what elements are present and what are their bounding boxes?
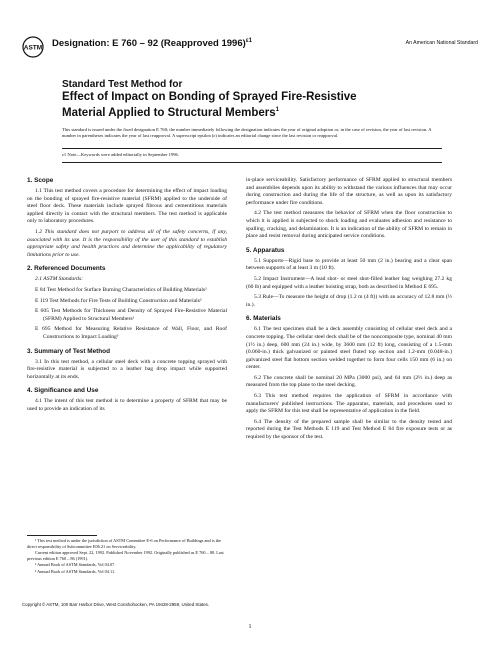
paragraph: 3.1 In this test method, a cellular steel deck with a concrete topping sprayed with fire-resistive material is subjected to a leather bag drop impact while supported horizontally at its ends.	[27, 358, 227, 380]
title-footnote-marker: 1	[275, 107, 279, 113]
left-column	[27, 177, 227, 416]
paragraph: 6.2 The concrete shall be nominal 20 MPa (3000 psi), and 64 mm (2½ in.) deep as measured from the top plane to the steel decking.	[246, 374, 452, 389]
designation-superscript: ε1	[245, 38, 252, 44]
paragraph: 1.1 This test method covers a procedure for determining the effect of impact loading on the bonding of sprayed fire-resistive material (SFRM) applied to the underside of steel floor deck. These materials include sprayed fibrous and cementitious materials applied directly in contact with the structural members. The test method is applicable only to laboratory procedures.	[27, 188, 227, 225]
national-standard-label: An American National Standard	[405, 40, 478, 46]
paragraph: 1.2 This standard does not purport to address all of the safety concerns, if any, associated with its use. It is the responsibility of the user of this standard to establish appropriate safety and health practices and determine the applicability of regulatory limitations prior to use.	[27, 228, 227, 258]
reference-item: E 605 Test Methods for Thickness and Density of Sprayed Fire-Resistive Material (SFRM) Applied to Structural Members²	[35, 308, 227, 322]
footnote: Current edition approved Sept. 22, 1992. Published November 1992. Originally published as E 760 – 80. Last previous edition E 760 – 86 (1991).	[27, 550, 224, 561]
logo-text: ASTM	[23, 44, 43, 52]
designation	[52, 38, 252, 49]
reference-item: E 695 Method for Measuring Relative Resistance of Wall, Floor, and Roof Constructions to Impact Loading³	[35, 326, 227, 340]
title-line-3	[62, 104, 442, 120]
paragraph: in-place serviceability. Satisfactory performance of SFRM applied to structural members and assemblies depends upon its ability to withstand the various influences that may occur during construction and during the life of the structure, as well as upon its satisfactory performance under fire conditions.	[246, 177, 452, 206]
paragraph: 5.2 Impact Instrument—A lead shot- or steel shot-filled leather bag weighing 27.2 kg (60 lb) and equipped with a leather hoisting strap, both as described in Method E 695.	[246, 275, 452, 290]
divider	[62, 162, 442, 163]
paragraph: 6.4 The density of the prepared sample shall be similar to the density tested and reported during the Test Methods E 119 and Test Method E 84 fire exposure tests or as required by the sponsor of the test.	[246, 418, 452, 441]
section-heading: 6. Materials	[246, 315, 281, 323]
divider	[62, 148, 442, 149]
paragraph: 5.3 Rule—To measure the height of drop (1.2 m (4 ft)) with an accuracy of 12.8 mm (½ in.).	[246, 294, 452, 308]
footnote: ³ Annual Book of ASTM Standards, Vol 04.11.	[35, 568, 116, 574]
title-line-3-text: Material Applied to Structural Members	[62, 106, 276, 119]
footnote: ² Annual Book of ASTM Standards, Vol 04.07.	[35, 562, 116, 568]
section-heading: 3. Summary of Test Method	[27, 347, 110, 355]
section-heading: 1. Scope	[27, 177, 54, 184]
paragraph: 4.2 The test method measures the behavior of SFRM when the floor construction to which it is applied is subjected to shock loading and evaluates adhesion and resistance to spalling, cracking, and delamination. It is an indication of the ability of SFRM to remain in place and resist removal during anticipated service conditions.	[246, 210, 452, 240]
paragraph: 6.1 The test specimen shall be a deck assembly consisting of cellular steel deck and a concrete topping. The cellular steel deck shall be of the noncomposite type, nominal 40 mm (1½ in.) deep, 600 mm (24 in.) wide, by 3600 mm (12 ft) long, consisting of a 1.5-mm (0.060-in.) thick galvanized or painted steel fluted top section and 1.2-mm (0.048-in.) galvanized steel flat bottom section welded together to form four cells 150 mm (6 in.) on center.	[246, 326, 452, 371]
reference-item: E 84 Test Method for Surface Burning Characteristics of Building Materials²	[35, 286, 207, 293]
designation-text: Designation: E 760 – 92 (Reapproved 1996)	[52, 38, 246, 50]
footnote: ¹ This test method is under the jurisdiction of ASTM Committee E-6 on Performance of Buildings and is the direct responsibility of Subcommittee E06.21 on Serviceability.	[27, 538, 221, 549]
reference-item: E 119 Test Methods for Fire Tests of Building Construction and Materials²	[35, 297, 202, 304]
paragraph: 5.1 Supports—Rigid base to provide at least 50 mm (2 in.) bearing and a clear span between supports of at least 3 m (10 ft).	[246, 257, 452, 272]
section-heading: 5. Apparatus	[246, 246, 285, 254]
paragraph: 2.1 ASTM Standards:	[35, 276, 84, 283]
copyright-notice: Copyright © ASTM, 100 Barr Harbor Drive, West Conshohocken, PA 19428-2959, United States.	[22, 602, 210, 607]
right-column	[246, 177, 452, 445]
document-title	[62, 79, 442, 120]
footnotes	[27, 538, 227, 576]
title-line-2: Effect of Impact on Bonding of Sprayed Fire-Resistive	[62, 91, 357, 103]
title-line-1: Standard Test Method for	[62, 79, 183, 90]
issuance-statement: This standard is issued under the fixed designation E 760; the number immediately following the designation indicates the year of original adoption or, in the case of revision, the year of last revision. A number in parentheses indicates the year of last reapproval. A superscript epsilon (ε) indicates an editorial change since the last revision or reapproval.	[62, 127, 432, 139]
page-number: 1	[248, 624, 252, 630]
footnote-divider	[27, 535, 97, 536]
section-heading: 2. Referenced Documents	[27, 265, 106, 273]
section-heading: 4. Significance and Use	[27, 387, 99, 395]
paragraph: 4.1 The intent of this test method is to determine a property of SFRM that may be used to provide an indication of its	[27, 398, 227, 412]
paragraph: 6.3 This test method requires the application of SFRM in accordance with manufacturers' published instructions. The apparatus, materials, and procedures used to apply the SFRM for this test shall be representative of application in the field.	[246, 393, 452, 415]
astm-logo-icon	[22, 36, 44, 58]
editorial-note: ε1 Note—Keywords were added editorially in September 1996.	[62, 152, 179, 157]
